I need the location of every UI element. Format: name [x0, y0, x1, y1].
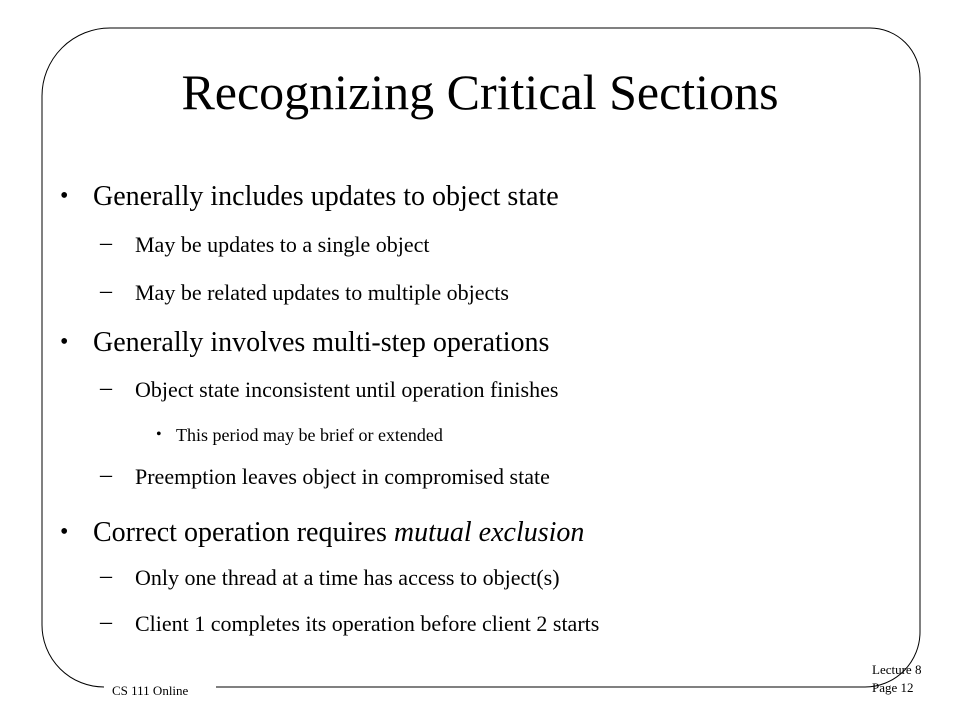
page-number: Page 12	[872, 680, 914, 695]
sub-sub-bullet-period	[156, 424, 443, 446]
bullet-marker: •	[60, 183, 69, 209]
sub-bullet-text: May be updates to a single object	[135, 232, 430, 257]
bullet-mutual-exclusion	[60, 516, 585, 550]
course-label: CS 111 Online	[112, 683, 189, 698]
sub-bullet-text: Preemption leaves object in compromised state	[135, 464, 550, 489]
sub-bullet-one-thread	[100, 563, 560, 592]
sub-bullet-state-inconsistent	[100, 375, 559, 404]
bullet-text: Correct operation requires	[93, 517, 394, 548]
sub-bullet-text: May be related updates to multiple objects	[135, 280, 509, 305]
sub-bullet-preemption	[100, 462, 550, 491]
bullet-marker: •	[60, 519, 69, 545]
bullet-text: Generally includes updates to object state	[93, 181, 559, 212]
bullet-marker: •	[156, 426, 162, 443]
sub-bullet-text: Client 1 completes its operation before client 2 starts	[135, 611, 600, 636]
bullet-marker: •	[60, 329, 69, 355]
sub-bullet-client-order	[100, 609, 600, 638]
dash-marker: –	[100, 563, 112, 589]
bullet-multi-step-operations	[60, 326, 550, 360]
emphasis-text: mutual exclusion	[393, 517, 585, 548]
dash-marker: –	[100, 230, 112, 256]
sub-bullet-multiple-objects	[100, 278, 509, 307]
sub-bullet-text: Object state inconsistent until operation finishes	[135, 377, 559, 402]
dash-marker: –	[100, 609, 112, 635]
lecture-label: Lecture 8	[872, 662, 922, 677]
dash-marker: –	[100, 278, 112, 304]
sub-sub-bullet-text: This period may be brief or extended	[176, 425, 443, 445]
slide-title: Recognizing Critical Sections	[181, 64, 779, 120]
page-info	[872, 661, 921, 697]
sub-bullet-single-object	[100, 230, 430, 259]
bullet-text: Generally involves multi-step operations	[93, 327, 550, 358]
dash-marker: –	[100, 375, 112, 401]
bullet-updates-object-state	[60, 180, 559, 214]
dash-marker: –	[100, 462, 112, 488]
sub-bullet-text: Only one thread at a time has access to object(s)	[135, 565, 560, 590]
